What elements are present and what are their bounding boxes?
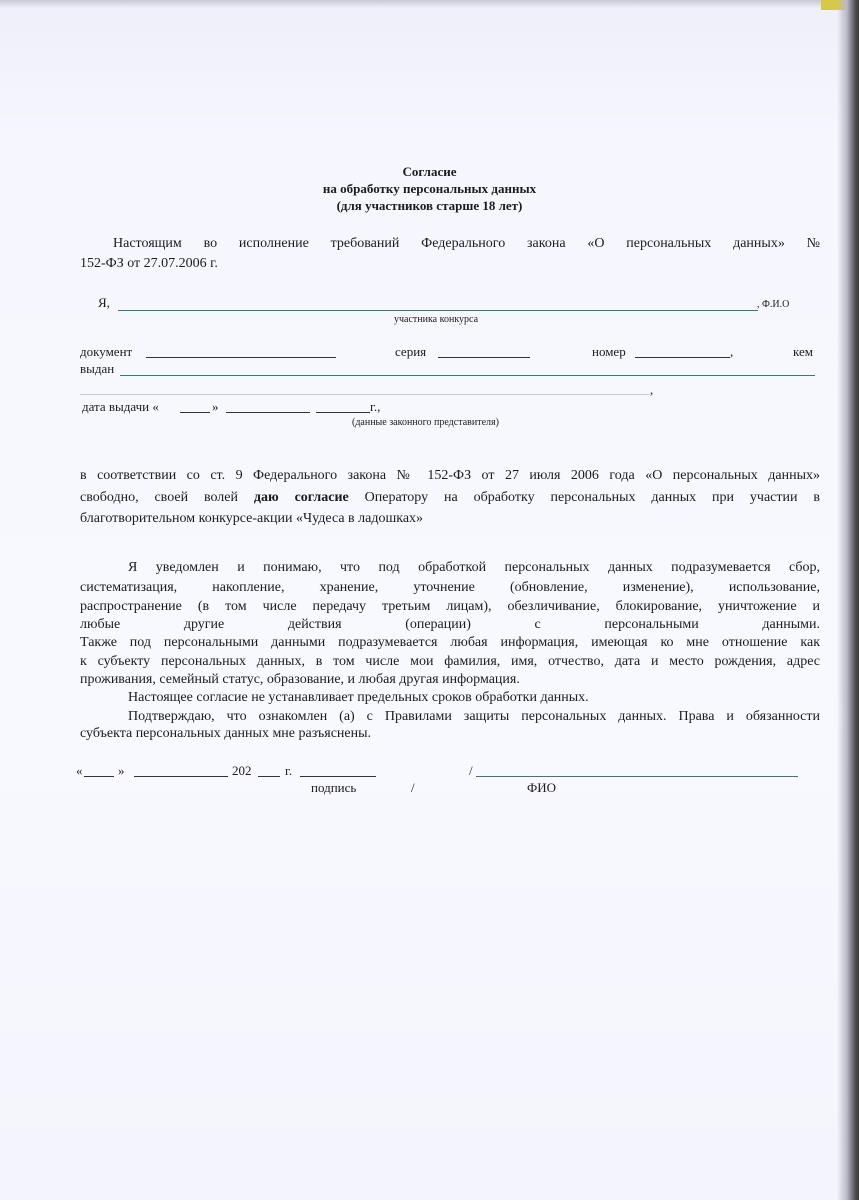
consent-para-1-text-b: Оператору на обработку персональных данных при участии в — [348, 490, 820, 505]
para-2-line-7: проживания, семейный статус, образование, и любая другая информация. — [80, 672, 520, 687]
intro-line-2: 152-ФЗ от 27.07.2006 г. — [80, 256, 218, 271]
sig-open-quote: « — [76, 763, 83, 778]
sig-slash: / — [469, 763, 473, 778]
doc-label: документ — [80, 344, 133, 359]
consent-para-1-line-2 — [80, 490, 820, 506]
number-comma: , — [730, 344, 734, 359]
issue-day-field[interactable] — [180, 412, 210, 413]
issued-by-field-2[interactable] — [80, 394, 650, 395]
consent-para-1-line-3: благотворительном конкурсе-акции «Чудеса в ладошках» — [80, 511, 424, 526]
sig-year: 202 — [232, 763, 252, 778]
doc-title: Согласие — [402, 164, 457, 179]
sig-close-quote: » — [118, 763, 125, 778]
ya-label: Я, — [98, 295, 110, 310]
intro-line-1: Настоящим во исполнение требований Федерального закона «О персональных данных» № — [113, 236, 820, 251]
fio-hint: участника конкурса — [394, 314, 479, 325]
doc-field[interactable] — [146, 357, 336, 358]
para-3: Настоящее согласие не устанавливает предельных сроков обработки данных. — [128, 690, 589, 705]
issue-month-field[interactable] — [226, 412, 310, 413]
issued-by-comma: , — [650, 382, 654, 397]
sig-month-field[interactable] — [134, 776, 228, 777]
issued-by-field[interactable] — [120, 375, 815, 376]
issue-year-field[interactable] — [316, 412, 370, 413]
sig-fio-field[interactable] — [476, 776, 798, 777]
consent-para-1-line-1: в соответствии со ст. 9 Федерального закона № 152-ФЗ от 27 июля 2006 года «О персональных данных» — [80, 468, 820, 483]
para-4-line-1: Подтверждаю, что ознакомлен (а) с Правилами защиты персональных данных. Права и обязанности — [128, 709, 820, 724]
number-field[interactable] — [635, 357, 730, 358]
para-2-line-2: систематизация, накопление, хранение, уточнение (обновление, изменение), использование, — [80, 580, 820, 595]
sig-label-slash: / — [411, 780, 415, 795]
rep-hint: (данные законного представителя) — [352, 417, 499, 428]
doc-subtitle-age: (для участников старше 18 лет) — [336, 198, 523, 213]
issued-by-label: кем — [793, 344, 813, 359]
scan-top-edge — [0, 0, 859, 8]
fio-label: , Ф.И.О — [757, 299, 790, 310]
sig-year-field[interactable] — [258, 776, 280, 777]
para-2-line-3: распространение (в том числе передачу третьим лицам), обезличивание, блокирование, уничтожение и — [80, 599, 820, 614]
scan-right-shadow — [837, 0, 859, 1200]
issued-by-label-2: выдан — [80, 361, 115, 376]
sig-g: г. — [285, 763, 293, 778]
sig-label-podpis: подпись — [311, 780, 357, 795]
para-2-line-1: Я уведомлен и понимаю, что под обработкой персональных данных подразумевается сбор, — [128, 560, 820, 575]
series-label: серия — [395, 344, 427, 359]
series-field[interactable] — [438, 357, 530, 358]
para-2-line-4: любые другие действия (операции) с персональными данными. — [80, 617, 820, 632]
issue-date-year: г., — [370, 399, 381, 414]
doc-subtitle: на обработку персональных данных — [322, 181, 537, 196]
fio-field[interactable] — [118, 310, 758, 311]
sig-day-field[interactable] — [84, 776, 114, 777]
signature-field[interactable] — [300, 776, 376, 777]
para-2-line-6: к субъекту персональных данных, в том числе мои фамилия, имя, отчество, дата и место рождения, адрес — [80, 654, 820, 669]
number-label: номер — [592, 344, 626, 359]
consent-para-1-text-a: свободно, своей волей — [80, 490, 254, 505]
issue-date-mid: » — [212, 399, 219, 414]
para-4-line-2: субъекта персональных данных мне разъяснены. — [80, 726, 372, 741]
issue-date-label: дата выдачи « — [82, 399, 159, 414]
sig-label-fio: ФИО — [527, 780, 557, 795]
para-2-line-5: Также под персональными данными подразумевается любая информация, имеющая ко мне отношение как — [80, 635, 820, 650]
consent-para-1-bold: даю согласие — [253, 490, 349, 505]
